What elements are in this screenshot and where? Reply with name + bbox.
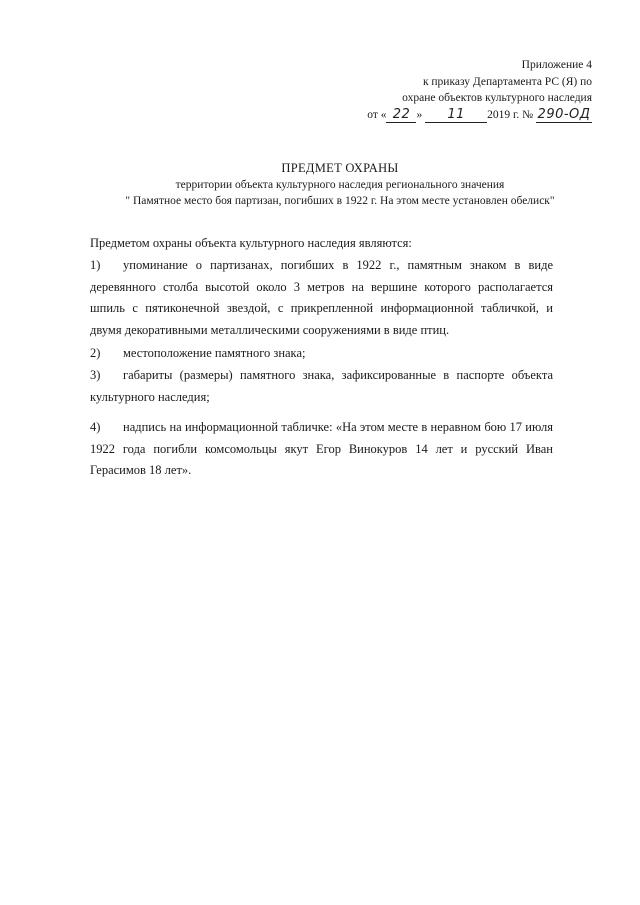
appendix-title: Приложение 4 [521, 59, 592, 71]
list-item-text: габариты (размеры) памятного знака, зафиксированные в паспорте объекта культурного наследия; [90, 368, 553, 404]
date-day: 22 [392, 106, 411, 122]
appendix-order-ref: к приказу Департамента РС (Я) по [422, 75, 592, 88]
document-title: ПРЕДМЕТ ОХРАНЫ [281, 161, 399, 175]
date-month: 11 [447, 106, 465, 122]
list-item-3 [90, 365, 553, 408]
date-year: 2019 г. № [487, 108, 534, 121]
title-block [40, 160, 640, 209]
date-prefix: от « [367, 108, 387, 121]
list-item-1 [90, 255, 553, 341]
list-item-text: упоминание о партизанах, погибших в 1922 г., памятным знаком в виде деревянного столба высотой около 3 метров на вершине которого располагается шпиль с пятиконечной звездой, с прикрепленной информационной табличкой, и двумя декоративными металлическими сооружениями в виде птиц. [90, 258, 553, 337]
list-item-number: 2) [90, 346, 101, 360]
list-item-text: надпись на информационной табличке: «На этом месте в неравном бою 17 июля 1922 года погибли комсомольцы якут Егор Винокуров 14 лет и русский Иван Герасимов 18 лет». [90, 420, 553, 477]
document-subtitle-1: территории объекта культурного наследия регионального значения [175, 179, 505, 191]
list-item-text: местоположение памятного знака; [123, 346, 306, 360]
appendix-header [332, 57, 592, 123]
appendix-date-line [332, 107, 592, 124]
list-item-4 [90, 417, 553, 482]
list-item-2 [90, 343, 553, 365]
list-item-number: 3) [90, 368, 101, 382]
date-mid: » [416, 108, 423, 121]
list-item-number: 4) [90, 420, 101, 434]
order-number: 290-ОД [537, 106, 591, 122]
appendix-department: охране объектов культурного наследия [402, 92, 592, 104]
document-subtitle-2: " Памятное место боя партизан, погибших в 1922 г. На этом месте установлен обелиск" [125, 195, 555, 207]
list-item-number: 1) [90, 258, 101, 272]
intro-paragraph: Предметом охраны объекта культурного наследия являются: [90, 236, 412, 250]
